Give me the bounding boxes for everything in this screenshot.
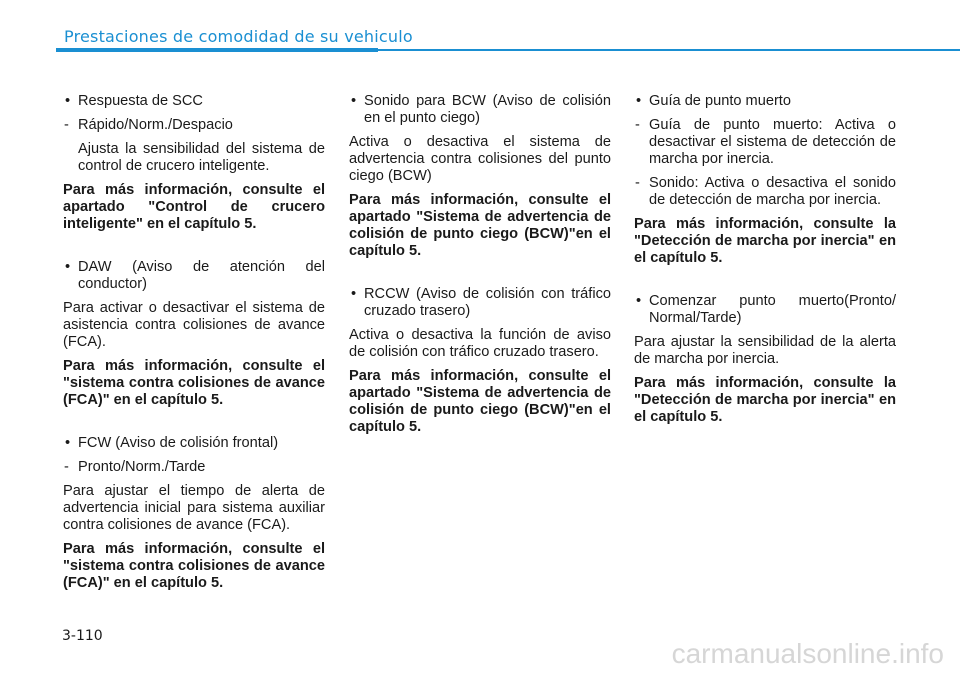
reference-note: Para más información, consulte el apartado "Sistema de advertencia de colisión de punto ciego (BCW)"en el capítulo 5. [349, 368, 611, 435]
reference-note: Para más información, consulte el apartado "Sistema de advertencia de colisión de punto ciego (BCW)"en el capítulo 5. [349, 192, 611, 259]
dash-item: - Sonido: Activa o desactiva el sonido de detección de marcha por inercia. [634, 175, 896, 209]
reference-note: Para más información, consulte el "sistema contra colisiones de avance (FCA)" en el capítulo 5. [63, 541, 325, 591]
dash-item: - Rápido/Norm./Despacio [63, 117, 325, 134]
reference-note: Para más información, consulte el "sistema contra colisiones de avance (FCA)" en el capítulo 5. [63, 358, 325, 408]
page-number: 3-110 [62, 628, 103, 644]
indented-paragraph: Ajusta la sensibilidad del sistema de control de crucero inteligente. [78, 141, 325, 174]
paragraph: Activa o desactiva el sistema de advertencia contra colisiones del punto ciego (BCW) [349, 134, 611, 184]
text-column-2 [349, 93, 611, 443]
bullet-item: • Guía de punto muerto [634, 93, 896, 110]
dash-item: - Pronto/Norm./Tarde [63, 459, 325, 476]
header-rule [378, 49, 960, 51]
bullet-item: • Sonido para BCW (Aviso de colisión en el punto ciego) [349, 93, 611, 127]
bullet-item: • Respuesta de SCC [63, 93, 325, 110]
text-column-3 [634, 93, 896, 433]
watermark: carmanualsonline.info [671, 638, 944, 669]
paragraph: Para ajustar el tiempo de alerta de advertencia inicial para sistema auxiliar contra colisiones de avance (FCA). [63, 483, 325, 533]
paragraph: Para activar o desactivar el sistema de asistencia contra colisiones de avance (FCA). [63, 300, 325, 350]
bullet-item: • DAW (Aviso de atención del conductor) [63, 259, 325, 293]
dash-item: - Guía de punto muerto: Activa o desactivar el sistema de detección de marcha por inercia. [634, 117, 896, 168]
reference-note: Para más información, consulte el apartado "Control de crucero inteligente" en el capítulo 5. [63, 182, 325, 232]
text-column-1 [63, 93, 325, 599]
paragraph: Para ajustar la sensibilidad de la alerta de marcha por inercia. [634, 334, 896, 367]
bullet-item: • RCCW (Aviso de colisión con tráfico cruzado trasero) [349, 286, 611, 320]
paragraph: Activa o desactiva la función de aviso de colisión con tráfico cruzado trasero. [349, 327, 611, 360]
header-accent-bar [56, 48, 378, 52]
bullet-item: • FCW (Aviso de colisión frontal) [63, 435, 325, 452]
reference-note: Para más información, consulte la "Detección de marcha por inercia" en el capítulo 5. [634, 375, 896, 425]
bullet-item: • Comenzar punto muerto(Pronto/ Normal/Tarde) [634, 293, 896, 327]
reference-note: Para más información, consulte la "Detección de marcha por inercia" en el capítulo 5. [634, 216, 896, 266]
section-title: Prestaciones de comodidad de su vehiculo [64, 27, 413, 46]
